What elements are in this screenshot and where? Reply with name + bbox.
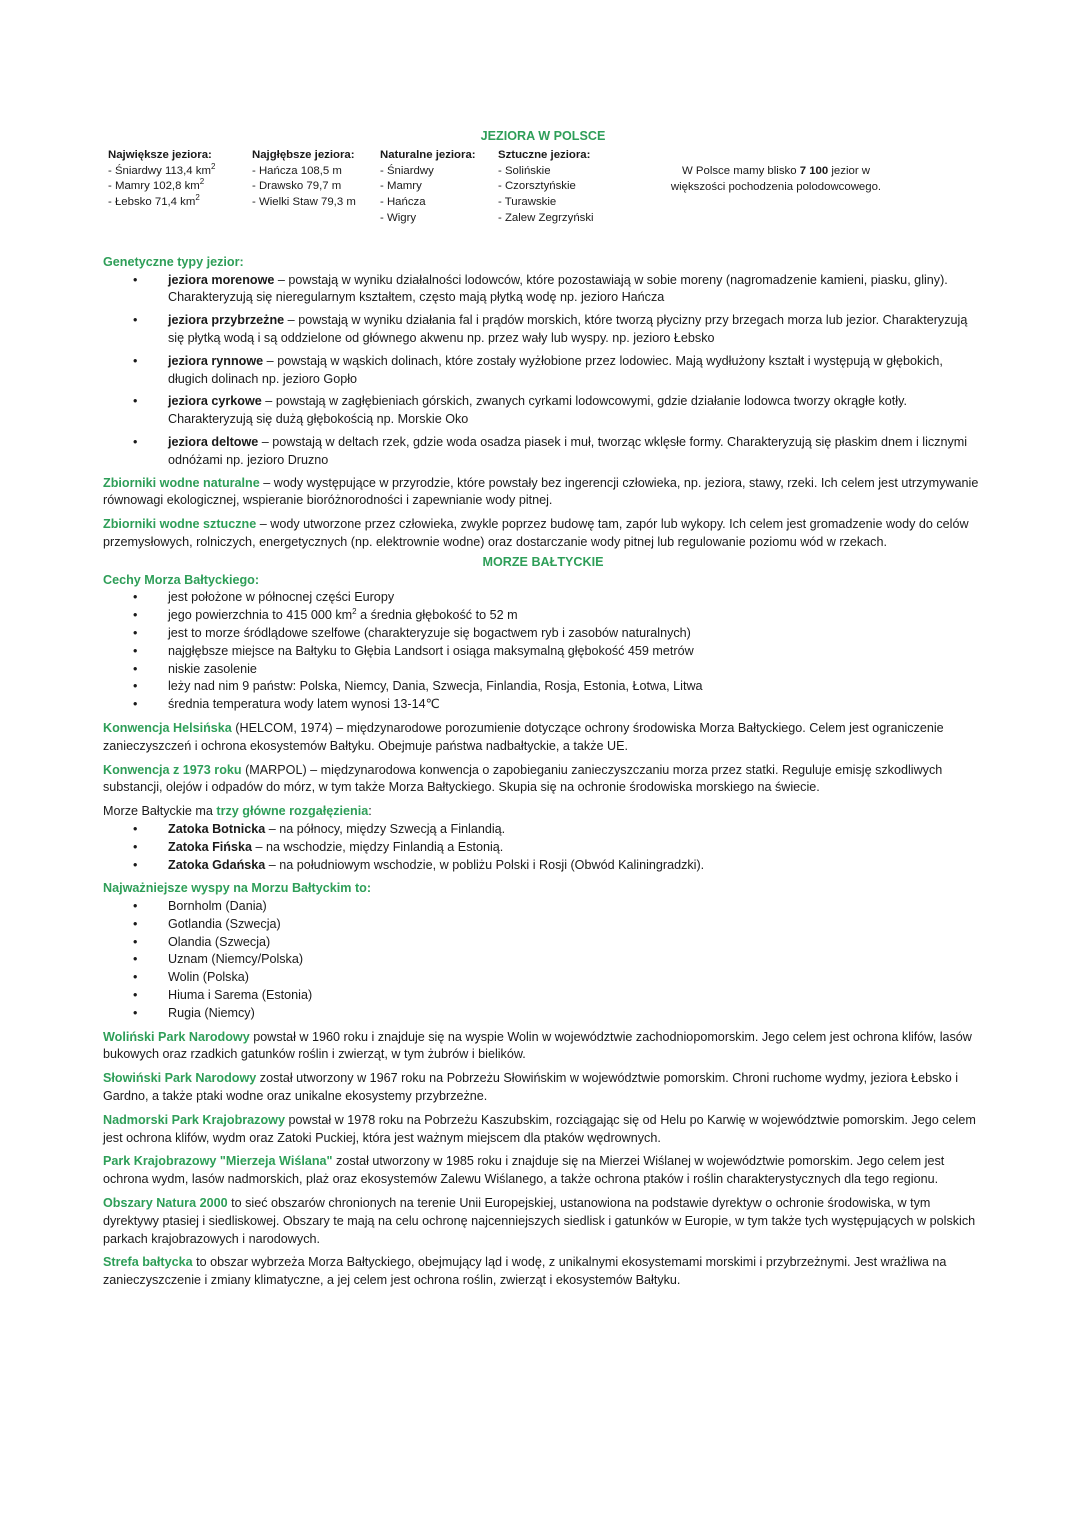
deepest-lake-1: - Hańcza 108,5 m: [252, 164, 342, 177]
lakes-title: JEZIORA W POLSCE: [480, 129, 606, 143]
islands-heading: Najważniejsze wyspy na Morzu Bałtyckim to:: [103, 881, 372, 896]
deepest-lake-2: - Drawsko 79,7 m: [252, 180, 342, 193]
list-item: • Bornholm (Dania): [133, 899, 267, 914]
list-item: • jeziora rynnowe – powstają w wąskich dolinach, które zostały wyżłobione przez lodowiec. Mają wydłużony kształt i występują w głębokich, długich dolinach np. jezioro Gopło: [133, 353, 943, 386]
artificial-lakes-column: [498, 148, 594, 227]
helsinki-convention-paragraph: Konwencja Helsińska (HELCOM, 1974) – międzynarodowe porozumienie dotyczące ochrony środowiska Morza Bałtyckiego. Celem jest ograniczenie zanieczyszczeń i ochrona ekosystemów Bałtyku. Obejmuje państwa nadbałtyckie, a także UE.: [103, 720, 944, 753]
slowinski-park-paragraph: Słowiński Park Narodowy został utworzony w 1967 roku na Pobrzeżu Słowińskim w województwie pomorskim. Chroni ruchome wydmy, jeziora Łebsko i Gardno, a także ptaki wodne oraz unikalne ekosystemy przybrzeżne.: [103, 1071, 959, 1104]
baltic-title: MORZE BAŁTYCKIE: [482, 554, 604, 569]
list-item: • Wolin (Polska): [133, 970, 249, 985]
list-item: • najgłębsze miejsce na Bałtyku to Głębia Landsort i osiąga maksymalną głębokość 459 metrów: [133, 643, 694, 658]
list-item: • Gotlandia (Szwecja): [133, 916, 281, 931]
largest-lake-2: - Mamry 102,8 $km^2$: [108, 177, 205, 193]
natural-lake-2: - Mamry: [380, 180, 422, 193]
largest-lake-3: - Łebsko 71,4 $km^2$: [108, 193, 200, 209]
natural-lake-1: - Śniardwy: [380, 164, 434, 177]
lakes-summary: [103, 148, 983, 252]
list-item: • jest położone w północnej części Europy: [133, 590, 395, 605]
natura-2000-paragraph: Obszary Natura 2000 to sieć obszarów chronionych na terenie Unii Europejskiej, ustanowiona na podstawie dyrektyw o ochronie środowiska, w tym dyrektywy ptasiej i siedliskowej. Obszary te mają na celu ochronę najcenniejszych siedlisk i gatunków w Europie, w tym także tych występujących w polskich parkach krajobrazowych i narodowych.: [103, 1196, 976, 1246]
largest-lakes-header: Największe jeziora:: [108, 148, 212, 161]
artificial-lake-4: - Zalew Zegrzyński: [498, 211, 594, 224]
list-item: • jest to morze śródlądowe szelfowe (charakteryzuje się bogactwem ryb i zasobów naturalnych): [133, 625, 691, 640]
list-item: • jeziora przybrzeżne – powstają w wyniku działania fal i prądów morskich, które tworzą płycizny przy brzegach morza lub jezior. Charakteryzują się płytką wodą i są oddzielone od głównego akwenu np. przez wały lub wyspy. np. jezioro Łebsko: [133, 313, 968, 345]
list-item: • jego powierzchnia to 415 000 $km^2$ a średnia głębokość to 52 m: [133, 606, 518, 623]
list-item: • niskie zasolenie: [133, 661, 257, 676]
document-page: [103, 128, 983, 1296]
nadmorski-park-paragraph: Nadmorski Park Krajobrazowy powstał w 1978 roku na Pobrzeżu Kaszubskim, rozciągając się od Helu po Karwię w województwie pomorskim. Jego celem jest ochrona klifów, wydm oraz Zatoki Puckiej, która jest ważnym miejscem dla ptaków wędrownych.: [103, 1112, 976, 1145]
list-item: • Olandia (Szwecja): [133, 934, 271, 949]
list-item: • średnia temperatura wody latem wynosi 13-14℃: [133, 697, 440, 712]
deepest-lake-3: - Wielki Staw 79,3 m: [252, 196, 356, 209]
artificial-lakes-header: Sztuczne jeziora:: [498, 148, 591, 161]
natural-reservoirs-paragraph: Zbiorniki wodne naturalne – wody występujące w przyrodzie, które powstały bez ingerencji człowieka, np. jeziora, stawy, rzeki. Ich celem jest utrzymywanie równowagi ekologicznej, wspieranie bioróżnorodności i zapewnianie wody pitnej.: [103, 475, 979, 508]
mierzeja-park-paragraph: Park Krajobrazowy "Mierzeja Wiślana" został utworzony w 1985 roku i znajduje się na Mierzei Wiślanej w województwie pomorskim. Jego celem jest ochrona wydm, lasów nadmorskich, plaż oraz ekosystemów Zalewu Wiślanego, a także ochrona ptaków i roślin charakterystycznych dla tego regionu.: [103, 1154, 945, 1187]
deepest-lakes-header: Najgłębsze jeziora:: [252, 148, 355, 161]
natural-lake-3: - Hańcza: [380, 196, 426, 209]
list-item: • Hiuma i Sarema (Estonia): [133, 988, 313, 1003]
list-item: • Zatoka Botnicka – na północy, między Szwecją a Finlandią.: [133, 821, 506, 836]
list-item: • Zatoka Gdańska – na południowym wschodzie, w pobliżu Polski i Rosji (Obwód Kaliningradzki).: [133, 857, 705, 872]
artificial-lake-1: - Solińskie: [498, 164, 551, 177]
list-item: • leży nad nim 9 państw: Polska, Niemcy, Dania, Szwecja, Finlandia, Rosja, Estonia, Łotwa, Litwa: [133, 679, 703, 694]
islands-list: [103, 898, 983, 1023]
branches-list: [103, 821, 983, 874]
list-item: • jeziora cyrkowe – powstają w zagłębieniach górskich, zwanych cyrkami lodowcowymi, gdzie działanie lodowca tworzy okrągłe kotły. Charakteryzują się dużą głębokością np. Morskie Oko: [133, 394, 907, 427]
genetic-types-heading: Genetyczne typy jezior:: [103, 254, 244, 269]
lakes-count-note: W Polsce mamy blisko 7 100 jezior w większości pochodzenia polodowcowego.: [670, 164, 882, 193]
artificial-reservoirs-paragraph: Zbiorniki wodne sztuczne – wody utworzone przez człowieka, zwykle poprzez budowę tam, zapór lub wykopy. Ich celem jest gromadzenie wody do celów przemysłowych, rolniczych, energetycznych (np. elektrownie wodne) oraz dostarczanie wody pitnej lub regulowanie poziomu wód w rzekach.: [103, 517, 969, 549]
natural-lakes-header: Naturalne jeziora:: [380, 148, 476, 161]
largest-lake-1: - Śniardwy 113,4 $km^2$: [108, 161, 216, 177]
baltic-zone-paragraph: Strefa bałtycka to obszar wybrzeża Morza Bałtyckiego, obejmujący ląd i wodę, z unikalnymi ekosystemami morskimi i przybrzeżnymi. Jest wrażliwa na zanieczyszczenie i zmiany klimatyczne, a jej celem jest ochrona roślin, zwierząt i ekosystemów Bałtyku.: [103, 1255, 947, 1288]
list-item: • Rugia (Niemcy): [133, 1005, 255, 1020]
artificial-lake-2: - Czorsztyńskie: [498, 180, 576, 193]
wolin-park-paragraph: Woliński Park Narodowy powstał w 1960 roku i znajduje się na wyspie Wolin w województwie zachodniopomorskim. Jego celem jest ochrona klifów, lasów bukowych oraz rzadkich gatunków roślin i zwierząt, w tym żubrów i bielików.: [103, 1029, 972, 1062]
deepest-lakes-column: [252, 148, 356, 211]
natural-lake-4: - Wigry: [380, 211, 417, 224]
artificial-lake-3: - Turawskie: [498, 196, 557, 209]
genetic-types-list: [103, 272, 983, 470]
list-item: • jeziora deltowe – powstają w deltach rzek, gdzie woda osadza piasek i muł, tworząc wklęsłe formy. Charakteryzują się płaskim dnem i licznymi odnóżami np. jezioro Druzno: [133, 434, 968, 467]
baltic-features-list: [103, 589, 983, 714]
largest-lakes-column: [108, 148, 215, 211]
branches-intro: Morze Bałtyckie ma trzy główne rozgałęzienia:: [103, 804, 372, 819]
baltic-features-heading: Cechy Morza Bałtyckiego:: [103, 572, 260, 587]
list-item: • jeziora morenowe – powstają w wyniku działalności lodowców, które pozostawiają w sobie moreny (nagromadzenie kamieni, piasku, gliny). Charakteryzują się nieregularnym kształtem, często mają płytką wodę np. jezioro Hańcza: [133, 272, 948, 305]
natural-lakes-column: [380, 148, 476, 227]
list-item: • Uznam (Niemcy/Polska): [133, 952, 304, 967]
list-item: • Zatoka Fińska – na wschodzie, między Finlandią a Estonią.: [133, 839, 504, 854]
marpol-convention-paragraph: Konwencja z 1973 roku (MARPOL) – międzynarodowa konwencja o zapobieganiu zanieczyszczaniu morza przez statki. Reguluje emisję szkodliwych substancji, olejów i odpadów do mórz, w tym także Morza Bałtyckiego. Skupia się na ochronie środowiska morskiego na świecie.: [103, 762, 943, 795]
